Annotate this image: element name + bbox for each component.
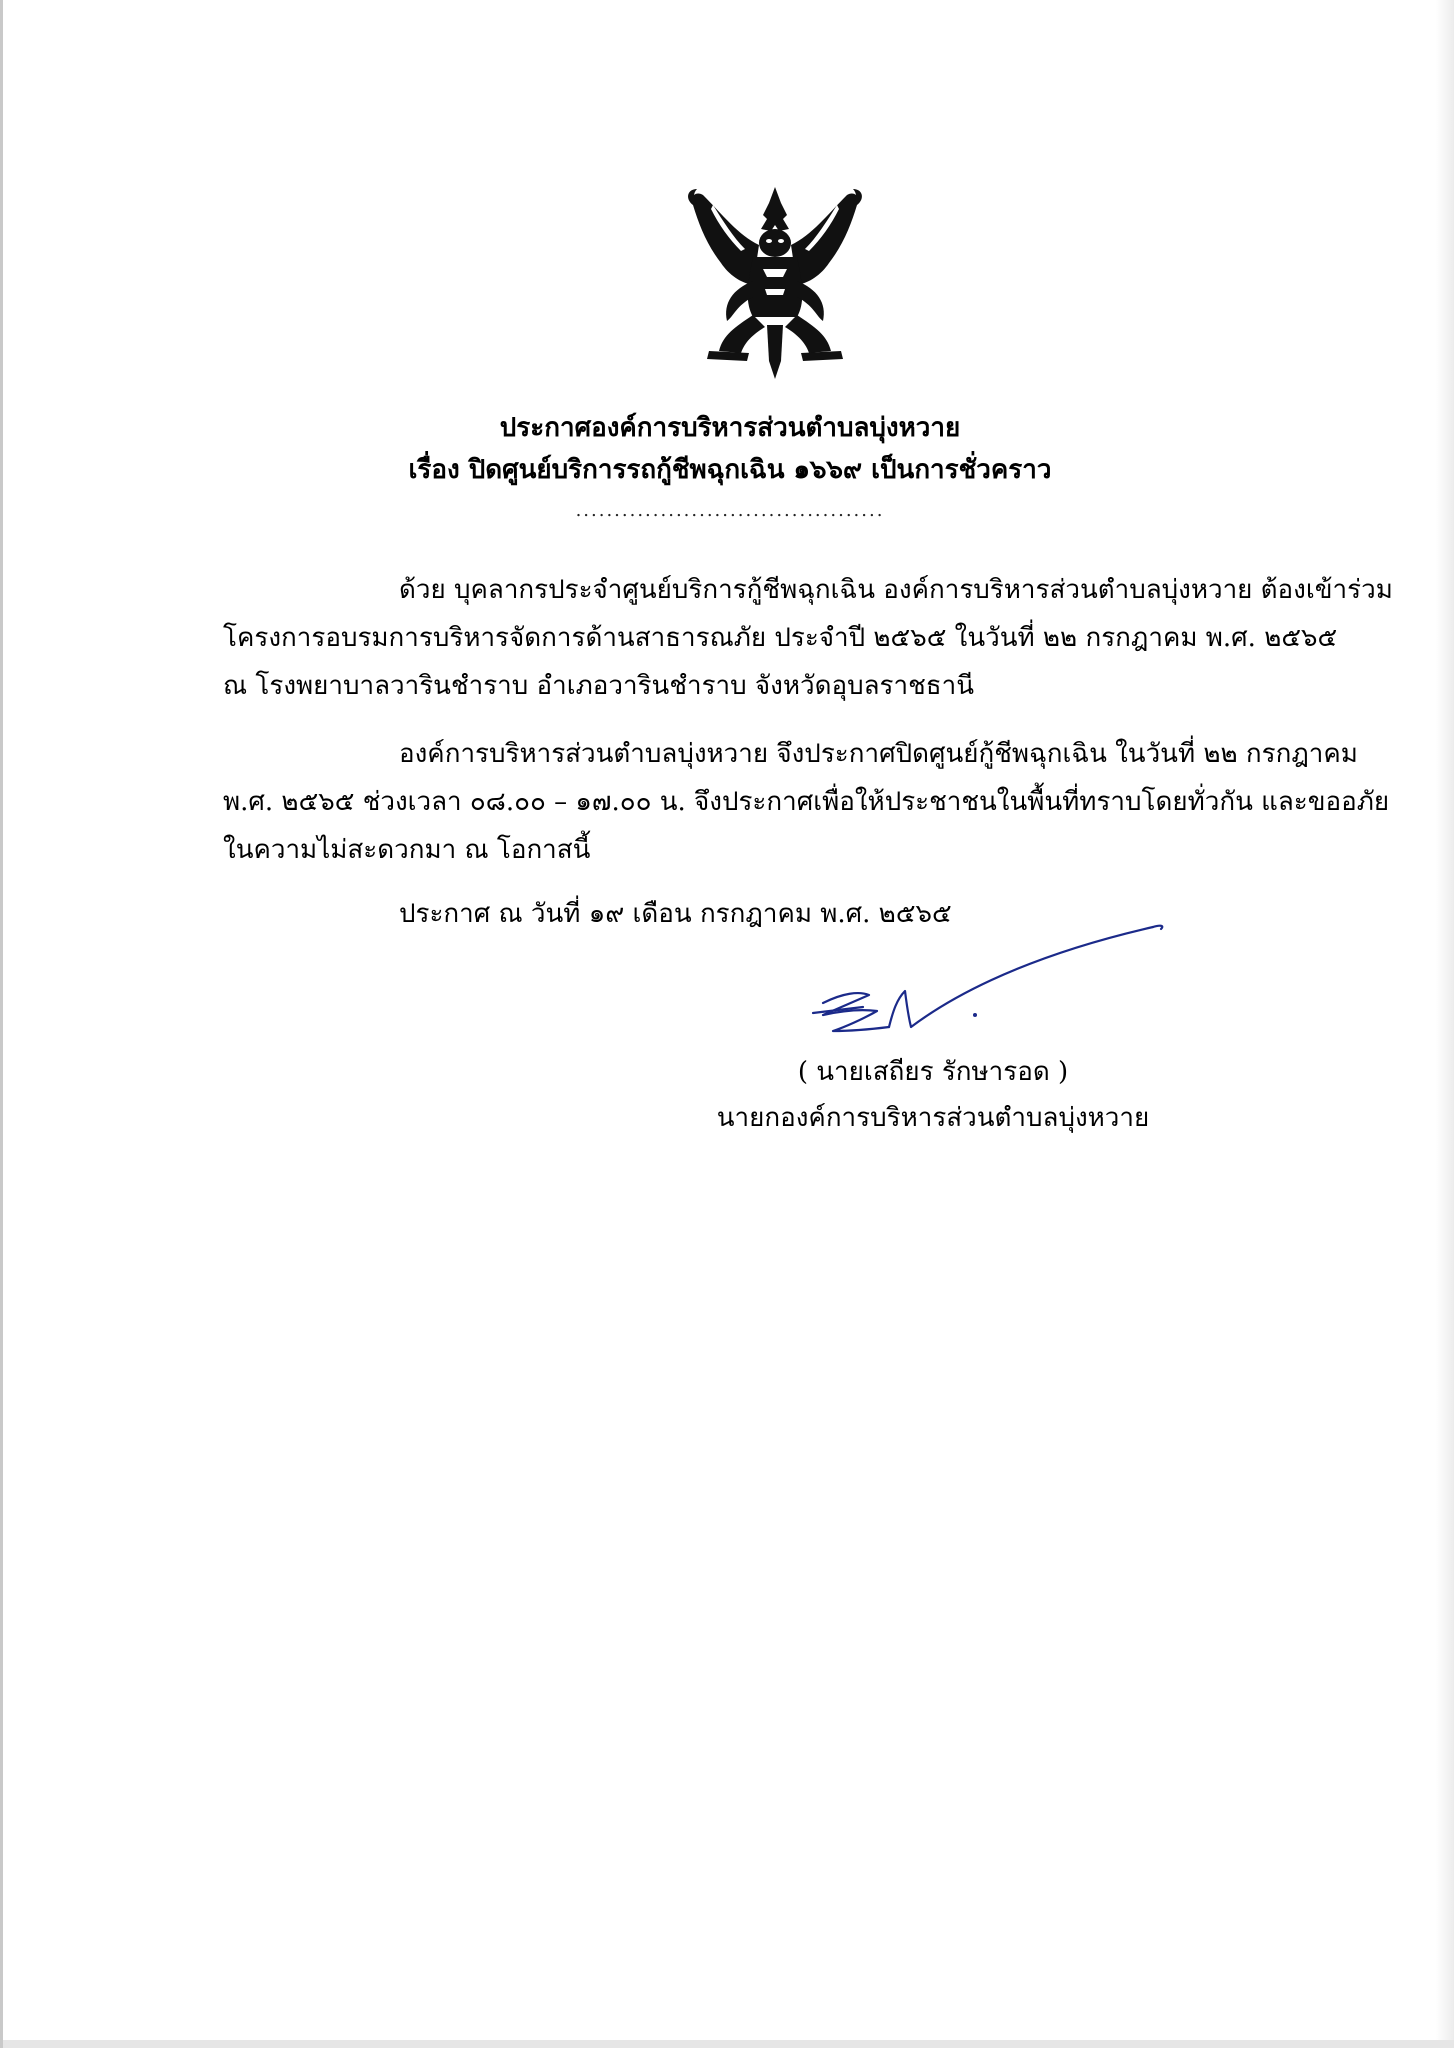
body-paragraph-1	[223, 566, 1393, 710]
paragraph-2-line-3: ในความไม่สะดวกมา ณ โอกาสนี้	[223, 835, 591, 865]
handwritten-signature	[793, 915, 1173, 1045]
paragraph-1-line-1: ด้วย บุคลากรประจำศูนย์บริการกู้ชีพฉุกเฉิน องค์การบริหารส่วนตำบลบุ่งหวาย ต้องเข้าร่วม	[399, 575, 1393, 605]
page-bottom-shadow	[3, 2040, 1454, 2048]
announcement-date: ประกาศ ณ วันที่ ๑๙ เดือน กรกฎาคม พ.ศ. ๒๕๖๕	[399, 899, 952, 929]
signer-name: ( นายเสถียร รักษารอด )	[797, 1057, 1069, 1087]
signer-position: นายกองค์การบริหารส่วนตำบลบุ่งหวาย	[716, 1103, 1150, 1133]
page-edge-shadow	[1436, 0, 1454, 2048]
title-separator: ........................................	[575, 500, 885, 521]
paragraph-1-line-3: ณ โรงพยาบาลวารินชำราบ อำเภอวารินชำราบ จังหวัดอุบลราชธานี	[223, 671, 974, 701]
body-paragraph-2	[223, 730, 1390, 874]
paragraph-2-line-2: พ.ศ. ๒๕๖๕ ช่วงเวลา ๐๘.๐๐ – ๑๗.๐๐ น. จึงประกาศเพื่อให้ประชาชนในพื้นที่ทราบโดยทั่วกัน และขออภัย	[223, 787, 1390, 817]
announcement-subject: เรื่อง ปิดศูนย์บริการรถกู้ชีพฉุกเฉิน ๑๖๖๙ เป็นการชั่วคราว	[408, 455, 1052, 485]
paragraph-2-line-1: องค์การบริหารส่วนตำบลบุ่งหวาย จึงประกาศปิดศูนย์กู้ชีพฉุกเฉิน ในวันที่ ๒๒ กรกฎาคม	[399, 739, 1358, 769]
garuda-emblem-icon	[683, 185, 868, 380]
paragraph-1-line-2: โครงการอบรมการบริหารจัดการด้านสาธารณภัย ประจำปี ๒๕๖๕ ในวันที่ ๒๒ กรกฎาคม พ.ศ. ๒๕๖๕	[223, 623, 1338, 653]
announcement-title: ประกาศองค์การบริหารส่วนตำบลบุ่งหวาย	[499, 413, 961, 443]
